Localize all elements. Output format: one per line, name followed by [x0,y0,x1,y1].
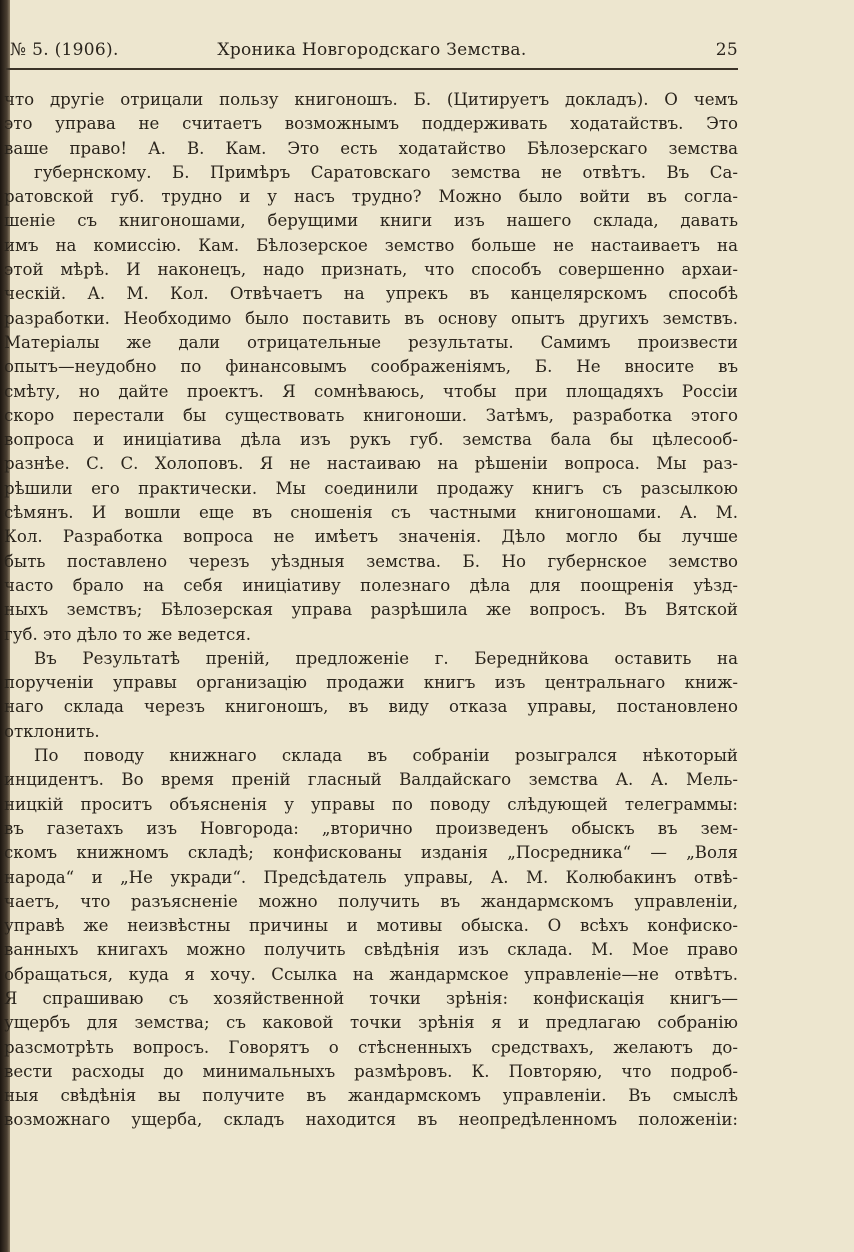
text-line: часто брало на себя иниціативу полезнаго дѣла для поощренія уѣзд- [4,575,738,595]
text-line: отклонить. [4,721,100,741]
text-line: народа“ и „Не укради“. Предсѣдатель управы, А. М. Колюбакинъ отвѣ- [4,867,738,887]
text-line: имъ на комиссію. Кам. Бѣлозерское земство больше не настаиваетъ на [4,235,738,255]
text-line: ческій. А. М. Кол. Отвѣчаетъ на упрекъ въ канцелярскомъ способѣ [4,284,738,304]
text-line: что другіе отрицали пользу книгоношъ. Б. (Цитируетъ докладъ). О чемъ [4,90,738,109]
text-line: управѣ же неизвѣстны причины и мотивы обыска. О всѣхъ конфиско- [4,916,738,936]
text-line: возможнаго ущерба, складъ находится въ неопредѣленномъ положеніи: [4,1110,738,1130]
text-line: Матеріалы же дали отрицательные результаты. Самимъ произвести [4,332,738,352]
text-line: ваше право! А. В. Кам. Это есть ходатайство Бѣлозерскаго земства [4,138,738,158]
text-line: скоро перестали бы существовать книгоноши. Затѣмъ, разработка этого [4,405,738,425]
text-line: инцидентъ. Во время преній гласный Валдайскаго земства А. А. Мель- [4,770,738,790]
text-line: По поводу книжнаго склада въ собраніи розыгрался нѣкоторый [34,746,738,766]
text-line: разсмотрѣть вопросъ. Говорятъ о стѣсненныхъ средствахъ, желаютъ до- [4,1037,738,1057]
text-line: обращаться, куда я хочу. Ссылка на жандармское управленіе—не отвѣтъ. [4,964,738,984]
text-line: сѣмянъ. И вошли еще въ сношенія съ частными книгоношами. А. М. [4,503,738,523]
text-line: наго склада черезъ книгоношъ, въ виду отказа управы, постановлено [4,697,738,717]
text-line: губернскому. Б. Примѣръ Саратовскаго земства не отвѣтъ. Въ Са- [34,162,738,182]
text-line: ныя свѣдѣнія вы получите въ жандармскомъ управленіи. Въ смыслѣ [4,1086,738,1106]
text-line: вопроса и иниціатива дѣла изъ рукъ губ. земства бала бы цѣлесооб- [4,430,738,450]
text-line: вести расходы до минимальныхъ размѣровъ. К. Повторяю, что подроб- [4,1061,738,1081]
text-line: губ. это дѣло то же ведется. [4,624,251,644]
text-line: Въ Результатѣ преній, предложеніе г. Береднйкова оставить на [34,648,738,668]
text-line: Кол. Разработка вопроса не имѣетъ значенія. Дѣло могло бы лучше [4,527,738,547]
running-title: Хроника Новгородскаго Земства. [217,40,527,60]
issue-number: № 5. (1906). [10,40,119,60]
text-line: этой мѣрѣ. И наконецъ, надо признать, что способъ совершенно архаи- [4,260,738,280]
text-line: Я спрашиваю съ хозяйственной точки зрѣнія: конфискація книгъ— [4,988,738,1008]
text-line: ратовской губ. трудно и у насъ трудно? Можно было войти въ согла- [4,187,738,207]
text-line: ванныхъ книгахъ можно получить свѣдѣнія изъ склада. М. Мое право [4,940,738,960]
body-text [4,88,738,1133]
text-line: скомъ книжномъ складѣ; конфискованы изданія „Посредника“ — „Воля [4,843,738,863]
text-line: въ газетахъ изъ Новгорода: „вторично произведенъ обыскъ въ зем- [4,818,738,838]
text-line: быть поставлено черезъ уѣздныя земства. Б. Но губернское земство [4,551,738,571]
text-line: рѣшили его практически. Мы соединили продажу книгъ съ разсылкою [4,478,738,498]
text-line: разработки. Необходимо было поставить въ основу опытъ другихъ земствъ. [4,308,738,328]
text-line: ницкій проситъ объясненія у управы по поводу слѣдующей телеграммы: [4,794,738,814]
text-line: ныхъ земствъ; Бѣлозерская управа разрѣшила же вопросъ. Въ Вятской [4,600,738,620]
text-line: порученіи управы организацію продажи книгъ изъ центральнаго книж- [4,673,738,693]
text-line: смѣту, но дайте проектъ. Я сомнѣваюсь, чтобы при площадяхъ Россіи [4,381,738,401]
page-header [6,38,738,70]
text-line: разнѣе. С. С. Холоповъ. Я не настаиваю на рѣшеніи вопроса. Мы раз- [4,454,738,474]
text-line: шеніе съ книгоношами, берущими книги изъ нашего склада, давать [4,211,738,231]
text-line: это управа не считаетъ возможнымъ поддерживать ходатайствъ. Это [4,114,738,134]
text-line: чаетъ, что разъясненіе можно получить въ жандармскомъ управленіи, [4,891,738,911]
page-number: 25 [715,40,738,60]
text-line: ущербъ для земства; съ каковой точки зрѣнія я и предлагаю собранію [4,1013,738,1033]
text-line: опытъ—неудобно по финансовымъ соображеніямъ, Б. Не вносите въ [4,357,738,377]
